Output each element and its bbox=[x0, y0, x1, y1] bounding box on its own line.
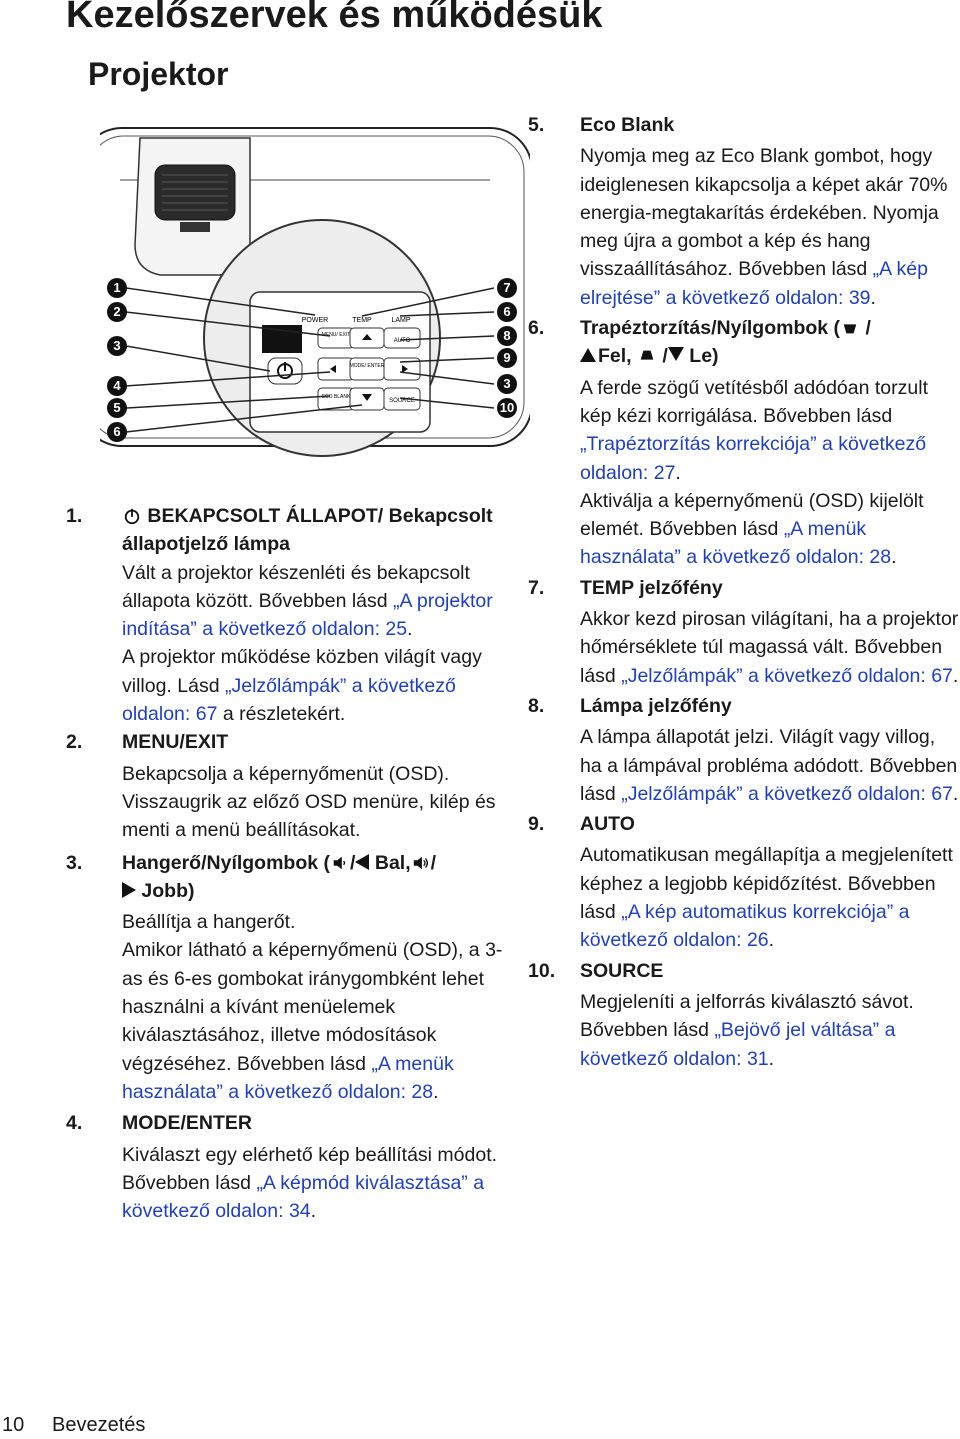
page-link[interactable]: „A kép elrejtése” a következő oldalon: 39 bbox=[580, 258, 928, 309]
item-9 bbox=[0, 810, 960, 954]
item-title: SOURCE bbox=[580, 959, 664, 982]
keystone-up-icon bbox=[637, 347, 657, 365]
callout-number: 1 bbox=[107, 278, 127, 298]
item-text: Aktiválja a képernyőmenü (OSD) kijelölt elemét. Bővebben lásd „A menük használata” a következő oldalon: 28. bbox=[580, 489, 924, 569]
callout-number: 6 bbox=[497, 302, 517, 322]
label-power: POWER bbox=[301, 317, 329, 324]
up-arrow-icon bbox=[580, 348, 596, 362]
item-title: TEMP jelzőfény bbox=[580, 576, 723, 599]
item-text: A projektor működése közben világít vagy villog. Lásd „Jelzőlámpák” a következő oldalon: 67 a részletekért. bbox=[122, 646, 482, 726]
item-number: 8. bbox=[528, 694, 545, 717]
item-number: 9. bbox=[528, 813, 545, 836]
item-number: 3. bbox=[66, 851, 83, 874]
page-link[interactable]: „Jelzőlámpák” a következő oldalon: 67 bbox=[122, 674, 456, 726]
page-link[interactable]: „A képmód kiválasztása” a következő oldalon: 34 bbox=[122, 1171, 485, 1223]
label-menu-exit: MENU/ EXIT bbox=[321, 332, 351, 338]
footer-section: Bevezetés bbox=[52, 1414, 146, 1436]
item-title: Eco Blank bbox=[580, 114, 675, 136]
section-heading: Projektor bbox=[88, 56, 229, 92]
label-auto: AUTO bbox=[393, 338, 411, 344]
callout-number: 7 bbox=[497, 278, 517, 298]
page-link[interactable]: „A projektor indítása” a következő oldalon: 25 bbox=[122, 589, 493, 641]
callout-number: 5 bbox=[107, 398, 127, 418]
item-title: Lámpa jelzőfény bbox=[580, 694, 732, 717]
page-link[interactable]: „Jelzőlámpák” a következő oldalon: 67 bbox=[621, 664, 953, 687]
page-link[interactable]: „Bejövő jel váltása” a következő oldalon: 31 bbox=[580, 1019, 896, 1070]
page-number: 10 bbox=[2, 1414, 25, 1436]
page-link[interactable]: „Jelzőlámpák” a következő oldalon: 67 bbox=[621, 782, 953, 805]
callout-number: 3 bbox=[107, 336, 127, 356]
label-eco-blank: ECO BLANK bbox=[321, 394, 351, 400]
item-7 bbox=[0, 574, 960, 690]
item-number: 4. bbox=[66, 1112, 83, 1135]
item-text: Beállítja a hangerőt. bbox=[122, 911, 296, 934]
page-link[interactable]: „A menük használata” a következő oldalon: 28 bbox=[580, 518, 892, 569]
keystone-down-icon bbox=[840, 319, 860, 337]
callout-number: 4 bbox=[107, 376, 127, 396]
right-column bbox=[0, 111, 960, 1073]
page-heading: Kezelőszervek és működésük bbox=[66, 0, 603, 36]
down-arrow-icon bbox=[668, 347, 684, 361]
label-mode-enter: MODE/ ENTER bbox=[349, 363, 385, 369]
item-number: 10. bbox=[528, 959, 556, 982]
item-text: Amikor látható a képernyőmenü (OSD), a 3-as és 6-es gombokat iránygombként lehet használni a kívánt menüelemek kiválasztásához, illetve módosítások végzéséhez. Bővebben lásd „A menük használata” a következő oldalon: 28. bbox=[122, 939, 503, 1103]
item-10 bbox=[0, 957, 960, 1073]
callout-number: 8 bbox=[497, 326, 517, 346]
item-text: Automatikusan megállapítja a megjelenített képhez a legjobb képidőzítést. Bővebben lásd „A kép automatikus korrekciója” a következő oldalon: 26. bbox=[580, 844, 953, 952]
item-text: Vált a projektor készenléti és bekapcsolt állapota között. Bővebben lásd „A projektor indítása” a következő oldalon: 25. bbox=[122, 561, 493, 641]
item-text: A ferde szögű vetítésből adódóan torzult kép kézi korrigálása. Bővebben lásd „Trapéztorzítás korrekciója” a következő oldalon: 27. bbox=[580, 376, 928, 484]
item-text: A lámpa állapotát jelzi. Világít vagy villog, ha a lámpával probléma adódott. Bővebben lásd „Jelzőlámpák” a következő oldalon: 67. bbox=[580, 726, 959, 805]
callout-number: 2 bbox=[107, 302, 127, 322]
label-temp: TEMP bbox=[352, 317, 372, 324]
callout-number: 6 bbox=[107, 422, 127, 442]
item-title: MENU/EXIT bbox=[122, 731, 229, 754]
item-5 bbox=[0, 111, 960, 312]
page-link[interactable]: „A menük használata” a következő oldalon: 28 bbox=[122, 1052, 454, 1103]
item-text: Kiválaszt egy elérhető kép beállítási módot. Bővebben lásd „A képmód kiválasztása” a következő oldalon: 34. bbox=[122, 1143, 498, 1223]
callout-number: 9 bbox=[497, 348, 517, 368]
item-number: 1. bbox=[66, 505, 83, 527]
item-title: MODE/ENTER bbox=[122, 1112, 253, 1135]
item-text: Bekapcsolja a képernyőmenüt (OSD). Visszaugrik az előző OSD menüre, kilép és menti a menü beállításokat. bbox=[122, 762, 496, 842]
item-title: Hangerő/Nyílgombok ( / Bal, / Jobb) bbox=[122, 851, 437, 902]
item-number: 2. bbox=[66, 731, 83, 754]
item-title: Trapéztorzítás/Nyílgombok ( / Fel, / Le) bbox=[580, 317, 871, 368]
item-8 bbox=[0, 692, 960, 808]
item-title: AUTO bbox=[580, 813, 635, 836]
item-number: 6. bbox=[528, 317, 545, 340]
page-link[interactable]: „A kép automatikus korrekciója” a következő oldalon: 26 bbox=[580, 901, 910, 952]
item-6 bbox=[0, 314, 960, 572]
callout-number: 10 bbox=[497, 398, 517, 418]
label-source: SOURCE bbox=[389, 398, 415, 404]
callout-number: 3 bbox=[497, 374, 517, 394]
item-text: Akkor kezd pirosan világítani, ha a projektor hőmérséklete túl magassá vált. Bővebben lásd „Jelzőlámpák” a következő oldalon: 67. bbox=[580, 608, 959, 687]
label-lamp: LAMP bbox=[391, 317, 411, 324]
item-title: BEKAPCSOLT ÁLLAPOT/ Bekapcsolt állapotjelző lámpa bbox=[122, 505, 493, 556]
item-text: Nyomja meg az Eco Blank gombot, hogy ideiglenesen kikapcsolja a képet akár 70% energia-megtakarítás érdekében. Nyomja meg újra a gombot a kép és hang visszaállításához. Bővebben lásd „A kép elrejtése” a következő oldalon: 39. bbox=[580, 145, 948, 309]
item-number: 5. bbox=[528, 114, 545, 136]
item-4 bbox=[0, 1109, 520, 1225]
page-link[interactable]: „Trapéztorzítás korrekciója” a következő oldalon: 27 bbox=[580, 433, 927, 484]
item-number: 7. bbox=[528, 576, 545, 599]
item-text: Megjeleníti a jelforrás kiválasztó sávot. Bővebben lásd „Bejövő jel váltása” a következő oldalon: 31. bbox=[580, 990, 914, 1070]
